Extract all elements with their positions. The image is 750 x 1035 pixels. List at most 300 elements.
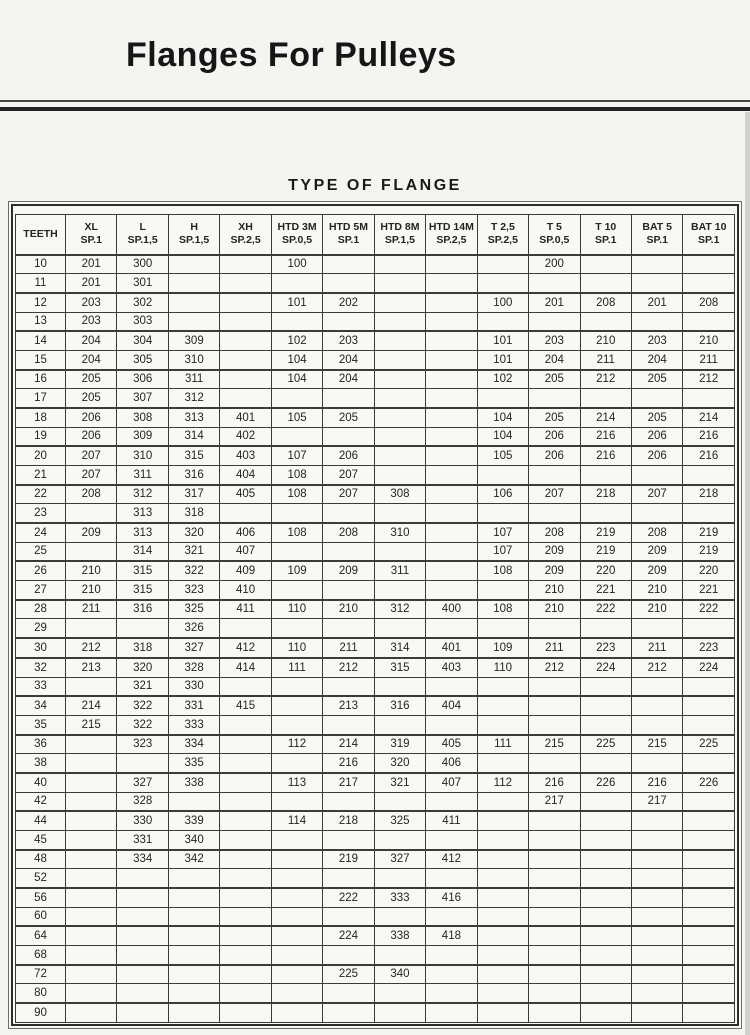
flange-ref-cell: 411: [220, 600, 271, 619]
flange-ref-cell: [477, 389, 528, 408]
flange-ref-cell: [631, 850, 682, 869]
flange-ref-cell: [477, 945, 528, 964]
flange-ref-cell: [477, 792, 528, 811]
teeth-cell: 26: [16, 561, 66, 580]
flange-ref-cell: 203: [529, 331, 580, 350]
flange-ref-cell: [220, 984, 271, 1003]
flange-ref-cell: [117, 888, 168, 907]
flange-ref-cell: [580, 945, 631, 964]
flange-ref-cell: [426, 485, 477, 504]
flange-ref-cell: [477, 580, 528, 599]
flange-ref-cell: [477, 619, 528, 638]
flange-ref-cell: [66, 926, 117, 945]
flange-ref-cell: [631, 869, 682, 888]
flange-ref-cell: 210: [631, 580, 682, 599]
flange-ref-cell: 315: [117, 580, 168, 599]
flange-ref-cell: 204: [631, 350, 682, 369]
flange-ref-cell: 207: [66, 465, 117, 484]
flange-ref-cell: 308: [117, 408, 168, 427]
flange-ref-cell: [323, 1003, 374, 1023]
flange-ref-cell: [271, 619, 322, 638]
flange-ref-cell: [683, 389, 735, 408]
flange-ref-cell: [271, 542, 322, 561]
flange-ref-cell: 213: [323, 696, 374, 715]
column-header: HTD 5M SP.1: [323, 215, 374, 255]
flange-ref-cell: 209: [529, 542, 580, 561]
flange-ref-cell: [426, 312, 477, 331]
flange-ref-cell: 300: [117, 255, 168, 274]
flange-ref-cell: 222: [580, 600, 631, 619]
teeth-cell: 11: [16, 274, 66, 293]
flange-ref-cell: [271, 715, 322, 734]
flange-ref-cell: 104: [477, 408, 528, 427]
flange-ref-cell: [323, 715, 374, 734]
flange-ref-cell: [477, 907, 528, 926]
flange-ref-cell: [477, 677, 528, 696]
flange-ref-cell: [426, 255, 477, 274]
header-divider-thick: [0, 107, 750, 111]
flange-ref-cell: 204: [323, 370, 374, 389]
flange-ref-cell: [683, 869, 735, 888]
flange-ref-cell: [323, 580, 374, 599]
flange-ref-cell: 312: [374, 600, 425, 619]
flange-ref-cell: [631, 274, 682, 293]
flange-ref-cell: 402: [220, 427, 271, 446]
table-row: [16, 696, 735, 715]
flange-ref-cell: [66, 619, 117, 638]
flange-ref-cell: [529, 811, 580, 830]
flange-ref-cell: [683, 926, 735, 945]
flange-ref-cell: [374, 465, 425, 484]
flange-ref-cell: 209: [631, 542, 682, 561]
flange-ref-cell: 321: [374, 773, 425, 792]
flange-ref-cell: [477, 696, 528, 715]
flange-ref-cell: 314: [374, 638, 425, 658]
flange-ref-cell: 342: [168, 850, 219, 869]
flange-ref-cell: 205: [529, 370, 580, 389]
flange-ref-cell: 211: [529, 638, 580, 658]
flange-ref-cell: 313: [117, 504, 168, 523]
flange-ref-cell: 207: [529, 485, 580, 504]
flange-ref-cell: 219: [580, 542, 631, 561]
flange-ref-cell: [374, 715, 425, 734]
teeth-cell: 64: [16, 926, 66, 945]
flange-ref-cell: 309: [117, 427, 168, 446]
flange-ref-cell: [374, 619, 425, 638]
flange-ref-cell: [323, 255, 374, 274]
flange-ref-cell: [66, 735, 117, 754]
flange-table-body: [16, 255, 735, 1023]
flange-ref-cell: 201: [66, 255, 117, 274]
teeth-cell: 30: [16, 638, 66, 658]
flange-ref-cell: [529, 984, 580, 1003]
flange-ref-cell: 316: [117, 600, 168, 619]
scan-edge-artifact: [745, 112, 750, 1035]
flange-ref-cell: [220, 370, 271, 389]
flange-ref-cell: [529, 389, 580, 408]
flange-table-inner-border: [11, 204, 739, 1026]
flange-ref-cell: 210: [529, 600, 580, 619]
teeth-cell: 52: [16, 869, 66, 888]
flange-ref-cell: 216: [683, 446, 735, 465]
flange-ref-cell: [220, 312, 271, 331]
flange-ref-cell: [271, 907, 322, 926]
table-row: [16, 638, 735, 658]
flange-ref-cell: 323: [117, 735, 168, 754]
flange-ref-cell: 316: [374, 696, 425, 715]
flange-ref-cell: [374, 331, 425, 350]
teeth-cell: 60: [16, 907, 66, 926]
teeth-cell: 80: [16, 984, 66, 1003]
flange-ref-cell: 219: [323, 850, 374, 869]
flange-ref-cell: [631, 907, 682, 926]
flange-ref-cell: [683, 312, 735, 331]
flange-ref-cell: [374, 350, 425, 369]
flange-ref-cell: 312: [117, 485, 168, 504]
flange-ref-cell: 211: [631, 638, 682, 658]
flange-ref-cell: [220, 965, 271, 984]
flange-ref-cell: [117, 945, 168, 964]
flange-ref-cell: 334: [117, 850, 168, 869]
flange-ref-cell: 333: [374, 888, 425, 907]
flange-ref-cell: 205: [529, 408, 580, 427]
flange-ref-cell: [426, 619, 477, 638]
flange-ref-cell: 221: [580, 580, 631, 599]
flange-ref-cell: [117, 1003, 168, 1023]
flange-ref-cell: [271, 792, 322, 811]
flange-ref-cell: [220, 850, 271, 869]
flange-ref-cell: 219: [683, 523, 735, 542]
flange-ref-cell: 325: [168, 600, 219, 619]
flange-ref-cell: 416: [426, 888, 477, 907]
flange-ref-cell: 217: [529, 792, 580, 811]
flange-ref-cell: 108: [271, 465, 322, 484]
flange-ref-cell: [220, 715, 271, 734]
flange-ref-cell: [580, 869, 631, 888]
flange-ref-cell: [220, 945, 271, 964]
flange-ref-cell: [117, 965, 168, 984]
flange-ref-cell: 106: [477, 485, 528, 504]
flange-ref-cell: 207: [323, 485, 374, 504]
flange-ref-cell: [529, 888, 580, 907]
flange-ref-cell: 110: [477, 658, 528, 677]
flange-ref-cell: [220, 830, 271, 849]
flange-ref-cell: [683, 274, 735, 293]
flange-ref-cell: [426, 427, 477, 446]
flange-ref-cell: 100: [477, 293, 528, 312]
flange-ref-cell: 206: [66, 427, 117, 446]
flange-ref-cell: 221: [683, 580, 735, 599]
table-row: [16, 389, 735, 408]
flange-ref-cell: 206: [323, 446, 374, 465]
flange-ref-cell: 214: [580, 408, 631, 427]
flange-ref-cell: [580, 984, 631, 1003]
flange-ref-cell: [580, 465, 631, 484]
flange-ref-cell: [220, 274, 271, 293]
flange-ref-cell: [271, 869, 322, 888]
flange-ref-cell: 210: [66, 561, 117, 580]
flange-ref-cell: 320: [117, 658, 168, 677]
flange-ref-cell: [529, 965, 580, 984]
flange-ref-cell: [374, 869, 425, 888]
flange-ref-cell: 328: [168, 658, 219, 677]
flange-ref-cell: 216: [631, 773, 682, 792]
teeth-cell: 21: [16, 465, 66, 484]
flange-ref-cell: [220, 389, 271, 408]
flange-ref-cell: [426, 331, 477, 350]
flange-ref-cell: 317: [168, 485, 219, 504]
flange-ref-cell: 212: [323, 658, 374, 677]
flange-ref-cell: 407: [426, 773, 477, 792]
flange-ref-cell: 224: [580, 658, 631, 677]
flange-ref-cell: [271, 1003, 322, 1023]
table-row: [16, 427, 735, 446]
flange-ref-cell: [631, 389, 682, 408]
flange-ref-cell: [477, 965, 528, 984]
flange-ref-cell: [631, 1003, 682, 1023]
flange-ref-cell: 108: [477, 561, 528, 580]
flange-ref-cell: [426, 389, 477, 408]
flange-ref-cell: 305: [117, 350, 168, 369]
flange-ref-cell: [117, 869, 168, 888]
flange-ref-cell: 201: [66, 274, 117, 293]
flange-ref-cell: 112: [271, 735, 322, 754]
flange-ref-cell: 200: [529, 255, 580, 274]
flange-ref-cell: [631, 945, 682, 964]
flange-ref-cell: [477, 465, 528, 484]
flange-ref-cell: 314: [117, 542, 168, 561]
teeth-cell: 44: [16, 811, 66, 830]
flange-ref-cell: 208: [580, 293, 631, 312]
flange-ref-cell: [220, 735, 271, 754]
flange-ref-cell: 204: [323, 350, 374, 369]
flange-ref-cell: 313: [117, 523, 168, 542]
flange-ref-cell: [631, 255, 682, 274]
flange-ref-cell: 325: [374, 811, 425, 830]
teeth-cell: 29: [16, 619, 66, 638]
header-row: [16, 215, 735, 255]
flange-ref-cell: [683, 888, 735, 907]
flange-ref-cell: 108: [477, 600, 528, 619]
flange-ref-cell: [580, 965, 631, 984]
flange-ref-cell: [66, 1003, 117, 1023]
flange-ref-cell: 108: [271, 523, 322, 542]
table-row: [16, 984, 735, 1003]
flange-ref-cell: 311: [374, 561, 425, 580]
flange-ref-cell: 301: [117, 274, 168, 293]
flange-ref-cell: [66, 907, 117, 926]
flange-ref-cell: 206: [66, 408, 117, 427]
header-divider-thin: [0, 100, 750, 102]
table-row: [16, 370, 735, 389]
flange-ref-cell: [683, 255, 735, 274]
flange-ref-cell: [426, 446, 477, 465]
flange-ref-cell: [683, 504, 735, 523]
flange-ref-cell: 338: [168, 773, 219, 792]
flange-ref-cell: [323, 619, 374, 638]
flange-ref-cell: [323, 312, 374, 331]
flange-ref-cell: 203: [66, 312, 117, 331]
page-title: Flanges For Pulleys: [126, 36, 457, 74]
flange-ref-cell: [426, 523, 477, 542]
flange-ref-cell: 318: [168, 504, 219, 523]
flange-ref-cell: [66, 773, 117, 792]
teeth-cell: 40: [16, 773, 66, 792]
flange-ref-cell: [631, 888, 682, 907]
flange-ref-cell: 202: [323, 293, 374, 312]
flange-ref-cell: [66, 869, 117, 888]
flange-ref-cell: [426, 293, 477, 312]
teeth-cell: 18: [16, 408, 66, 427]
flange-ref-cell: 211: [66, 600, 117, 619]
flange-ref-cell: 100: [271, 255, 322, 274]
teeth-cell: 15: [16, 350, 66, 369]
flange-ref-cell: [168, 255, 219, 274]
flange-ref-cell: 222: [683, 600, 735, 619]
flange-ref-cell: 339: [168, 811, 219, 830]
flange-ref-cell: [580, 1003, 631, 1023]
flange-ref-cell: [374, 677, 425, 696]
table-row: [16, 869, 735, 888]
teeth-cell: 32: [16, 658, 66, 677]
column-header: BAT 10 SP.1: [683, 215, 735, 255]
flange-ref-cell: [529, 869, 580, 888]
flange-ref-cell: 101: [271, 293, 322, 312]
flange-ref-cell: 224: [683, 658, 735, 677]
flange-ref-cell: 340: [168, 830, 219, 849]
table-row: [16, 485, 735, 504]
flange-ref-cell: [683, 1003, 735, 1023]
column-header: T 10 SP.1: [580, 215, 631, 255]
table-row: [16, 850, 735, 869]
flange-ref-cell: 226: [580, 773, 631, 792]
flange-ref-cell: [374, 255, 425, 274]
flange-ref-cell: [66, 542, 117, 561]
flange-ref-cell: [323, 274, 374, 293]
flange-ref-cell: [631, 965, 682, 984]
flange-ref-cell: [271, 850, 322, 869]
flange-ref-cell: 208: [683, 293, 735, 312]
flange-ref-cell: 108: [271, 485, 322, 504]
flange-ref-cell: 216: [683, 427, 735, 446]
flange-ref-cell: [631, 696, 682, 715]
table-row: [16, 465, 735, 484]
flange-ref-cell: 205: [66, 370, 117, 389]
flange-ref-cell: 207: [66, 446, 117, 465]
flange-ref-cell: [168, 907, 219, 926]
flange-ref-cell: [374, 907, 425, 926]
teeth-cell: 13: [16, 312, 66, 331]
teeth-cell: 17: [16, 389, 66, 408]
flange-ref-cell: [683, 850, 735, 869]
table-row: [16, 312, 735, 331]
teeth-cell: 72: [16, 965, 66, 984]
flange-ref-cell: 111: [271, 658, 322, 677]
flange-ref-cell: 109: [477, 638, 528, 658]
flange-ref-cell: 225: [580, 735, 631, 754]
flange-ref-cell: [683, 984, 735, 1003]
flange-ref-cell: [426, 907, 477, 926]
flange-ref-cell: [168, 945, 219, 964]
teeth-cell: 34: [16, 696, 66, 715]
teeth-cell: 20: [16, 446, 66, 465]
flange-ref-cell: 225: [323, 965, 374, 984]
flange-ref-cell: 335: [168, 754, 219, 773]
flange-ref-cell: [529, 754, 580, 773]
flange-ref-cell: 226: [683, 773, 735, 792]
flange-ref-cell: 410: [220, 580, 271, 599]
flange-ref-cell: 404: [220, 465, 271, 484]
flange-ref-cell: [168, 926, 219, 945]
flange-ref-cell: [117, 754, 168, 773]
flange-ref-cell: [220, 926, 271, 945]
flange-ref-cell: 205: [66, 389, 117, 408]
flange-ref-cell: [220, 811, 271, 830]
flange-ref-cell: [580, 754, 631, 773]
flange-ref-cell: [631, 984, 682, 1003]
flange-ref-cell: [683, 677, 735, 696]
table-row: [16, 754, 735, 773]
flange-ref-cell: 101: [477, 331, 528, 350]
flange-ref-cell: [66, 850, 117, 869]
flange-table: [15, 214, 735, 1023]
flange-ref-cell: [529, 465, 580, 484]
flange-ref-cell: 327: [374, 850, 425, 869]
flange-ref-cell: [66, 792, 117, 811]
flange-ref-cell: 327: [117, 773, 168, 792]
flange-ref-cell: [426, 677, 477, 696]
teeth-cell: 68: [16, 945, 66, 964]
flange-ref-cell: [220, 619, 271, 638]
teeth-cell: 28: [16, 600, 66, 619]
flange-ref-cell: 211: [683, 350, 735, 369]
flange-table-frame: [8, 201, 742, 1029]
flange-ref-cell: 210: [683, 331, 735, 350]
flange-ref-cell: [683, 792, 735, 811]
flange-ref-cell: [220, 331, 271, 350]
flange-ref-cell: [271, 754, 322, 773]
flange-ref-cell: 224: [323, 926, 374, 945]
flange-ref-cell: [168, 312, 219, 331]
flange-ref-cell: 211: [580, 350, 631, 369]
table-row: [16, 446, 735, 465]
flange-ref-cell: [323, 907, 374, 926]
flange-ref-cell: 215: [66, 715, 117, 734]
flange-ref-cell: 318: [117, 638, 168, 658]
flange-ref-cell: 102: [477, 370, 528, 389]
flange-ref-cell: 212: [529, 658, 580, 677]
flange-ref-cell: [374, 274, 425, 293]
flange-ref-cell: [683, 619, 735, 638]
table-row: [16, 888, 735, 907]
flange-ref-cell: [683, 965, 735, 984]
flange-ref-cell: [580, 504, 631, 523]
flange-ref-cell: 414: [220, 658, 271, 677]
teeth-cell: 48: [16, 850, 66, 869]
flange-ref-cell: [426, 965, 477, 984]
flange-ref-cell: [683, 945, 735, 964]
flange-ref-cell: [168, 965, 219, 984]
flange-ref-cell: [631, 926, 682, 945]
flange-ref-cell: [271, 504, 322, 523]
teeth-cell: 35: [16, 715, 66, 734]
table-row: [16, 773, 735, 792]
flange-ref-cell: 101: [477, 350, 528, 369]
flange-ref-cell: 314: [168, 427, 219, 446]
flange-ref-cell: [426, 830, 477, 849]
flange-ref-cell: [271, 312, 322, 331]
flange-ref-cell: [323, 677, 374, 696]
